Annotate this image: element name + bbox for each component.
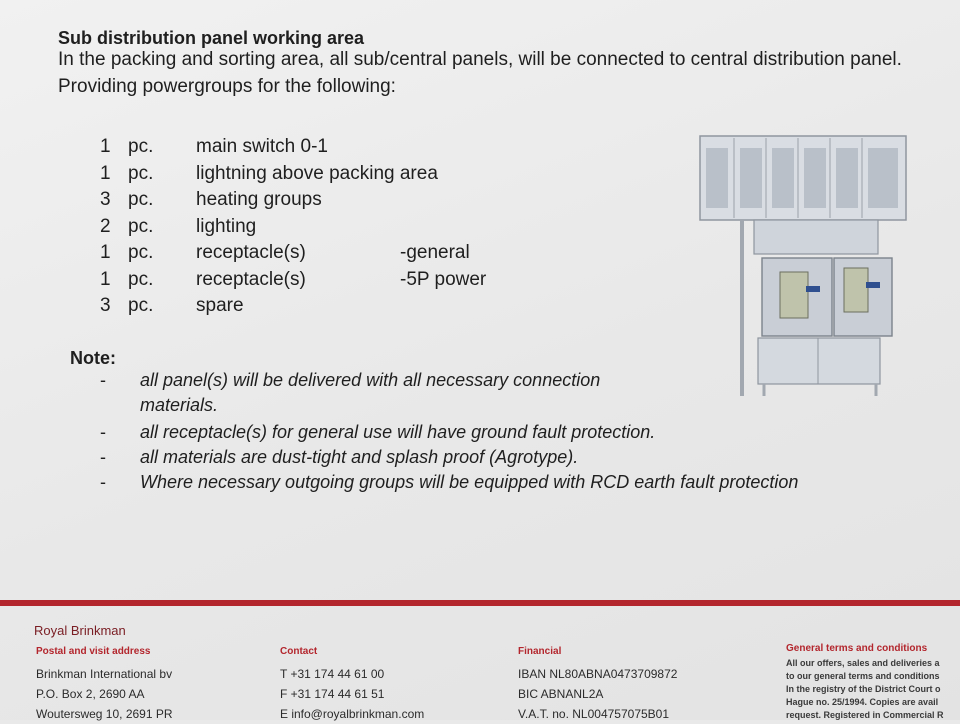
footer-phone: T +31 174 44 61 00 — [280, 667, 385, 681]
note-text: all panel(s) will be delivered with all necessary connection materials. — [140, 370, 601, 415]
footer-terms — [786, 643, 960, 722]
intro-line-1: In the packing and sorting area, all sub/central panels, will be connected to central distribution panel. — [58, 49, 902, 70]
footer-fax: F +31 174 44 61 51 — [280, 687, 385, 701]
footer-heading: General terms and conditions — [786, 643, 928, 654]
footer-financial — [518, 646, 677, 724]
note-text: all receptacle(s) for general use will have ground fault protection. — [140, 422, 656, 442]
footer-line: Woutersweg 10, 2691 PR — [36, 707, 173, 721]
note-text: all materials are dust-tight and splash proof (Agrotype). — [140, 447, 579, 467]
note-dash: - — [100, 422, 106, 442]
footer-terms-line: Hague no. 25/1994. Copies are avail — [786, 697, 939, 707]
item-description: receptacle(s) — [196, 268, 306, 290]
item-unit: pc. — [128, 295, 154, 316]
footer-line: Brinkman International bv — [36, 667, 173, 681]
note-dash: - — [100, 472, 106, 492]
intro-line-2: Providing powergroups for the following: — [58, 76, 396, 97]
footer-heading: Postal and visit address — [36, 646, 151, 657]
footer-line: P.O. Box 2, 2690 AA — [36, 687, 145, 701]
item-description: spare — [196, 295, 244, 316]
item-extra: -general — [400, 242, 470, 263]
company-name: Royal Brinkman — [34, 623, 126, 638]
item-quantity: 1 — [100, 242, 111, 263]
item-quantity: 1 — [100, 136, 111, 157]
footer-terms-line: request. Registered in Commercial R — [786, 710, 944, 720]
note-label: Note: — [70, 348, 116, 368]
note-item — [100, 470, 880, 495]
footer-iban: IBAN NL80ABNA0473709872 — [518, 667, 678, 681]
intro-text — [58, 46, 958, 100]
footer-heading: Contact — [280, 646, 318, 657]
item-unit: pc. — [128, 189, 154, 210]
item-quantity: 1 — [100, 268, 111, 290]
item-quantity: 3 — [100, 189, 111, 210]
footer-postal — [36, 646, 173, 724]
item-description: main switch 0-1 — [196, 136, 328, 157]
notes-list — [100, 368, 880, 495]
item-extra: -5P power — [400, 268, 487, 290]
item-description: receptacle(s) — [196, 242, 306, 263]
item-unit: pc. — [128, 242, 154, 263]
footer-terms-line: In the registry of the District Court o — [786, 684, 941, 694]
note-dash: - — [100, 370, 106, 390]
distribution-panel-image — [694, 130, 910, 398]
item-unit: pc. — [128, 268, 154, 290]
item-description: lightning above packing area — [196, 162, 438, 184]
item-unit: pc. — [128, 215, 154, 237]
item-unit: pc. — [128, 162, 154, 184]
item-quantity: 2 — [100, 215, 111, 237]
section-title: Sub distribution panel working area — [58, 28, 365, 48]
note-dash: - — [100, 447, 106, 467]
footer-contact — [280, 646, 424, 724]
item-unit: pc. — [128, 136, 154, 157]
footer-divider — [0, 600, 960, 606]
item-quantity: 3 — [100, 295, 111, 316]
footer-heading: Financial — [518, 646, 562, 657]
item-description: heating groups — [196, 189, 322, 210]
footer-email: E info@royalbrinkman.com — [280, 707, 425, 721]
note-item — [100, 420, 880, 445]
note-item — [100, 368, 880, 418]
note-text: Where necessary outgoing groups will be equipped with RCD earth fault protection — [140, 472, 799, 492]
footer-bic: BIC ABNANL2A — [518, 687, 604, 701]
note-item — [100, 445, 880, 470]
item-description: lighting — [196, 215, 257, 237]
footer-vat: V.A.T. no. NL004757075B01 — [518, 707, 670, 721]
footer-terms-line: to our general terms and conditions — [786, 671, 940, 681]
footer-terms-line: All our offers, sales and deliveries a — [786, 658, 940, 668]
item-quantity: 1 — [100, 162, 111, 184]
